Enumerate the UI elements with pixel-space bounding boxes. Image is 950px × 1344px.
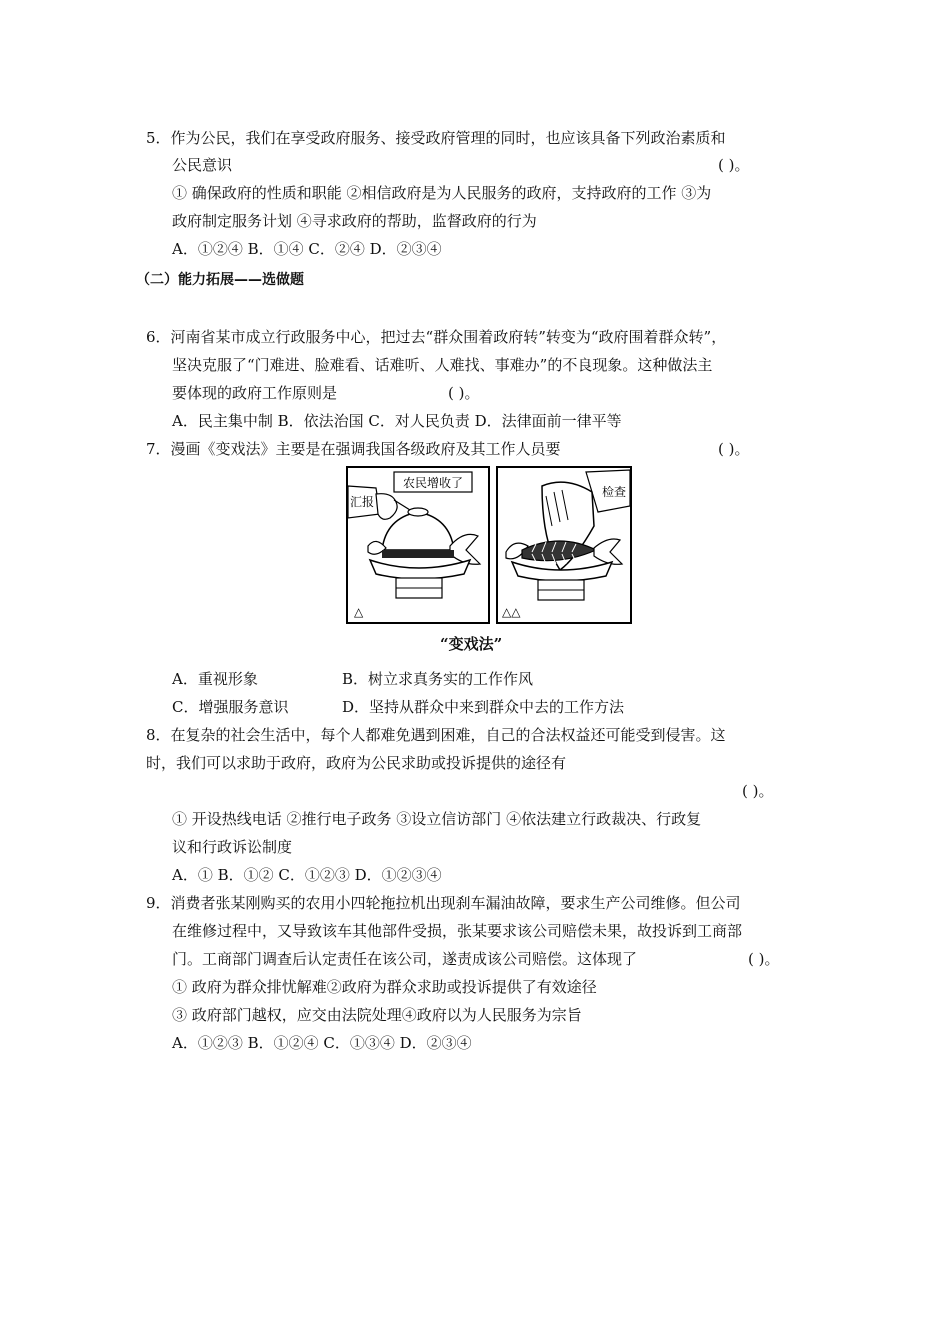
cover-knob [408, 508, 428, 516]
q6-options: A．民主集中制 B．依法治国 C．对人民负责 D．法律面前一律平等 [172, 412, 622, 430]
q9-line-4: ① 政府为群众排忧解难②政府为群众求助或投诉提供了有效途径 [172, 978, 597, 996]
left-sleeve-tag: 汇报 [350, 495, 375, 509]
q7-answer-paren: ( )。 [718, 440, 750, 458]
q9-answer-paren: ( )。 [748, 950, 780, 968]
q7-option-c: C．增强服务意识 [172, 698, 289, 716]
section-heading: （二）能力拓展——选做题 [136, 272, 304, 288]
q6-line-2: 坚决克服了“门难进、脸难看、话难听、人难找、事难办”的不良现象。这种做法主 [172, 356, 713, 374]
right-panel-mark: △△ [502, 605, 521, 619]
q8-line-1: 8．在复杂的社会生活中，每个人都难免遇到困难，自己的合法权益还可能受到侵害。这 [146, 726, 726, 744]
q9-line-5: ③ 政府部门越权，应交由法院处理④政府以为人民服务为宗旨 [172, 1006, 582, 1024]
q9-line-1: 9．消费者张某刚购买的农用小四轮拖拉机出现刹车漏油故障，要求生产公司维修。但公司 [146, 894, 741, 912]
q6-answer-paren: ( )。 [448, 384, 480, 402]
q5-line-1: 5．作为公民，我们在享受政府服务、接受政府管理的同时，也应该具备下列政治素质和 [146, 129, 726, 147]
q8-line-2: 时，我们可以求助于政府，政府为公民求助或投诉提供的途径有 [146, 754, 567, 772]
q8-answer-paren: ( )。 [742, 782, 774, 800]
right-sleeve-tag: 检查 [602, 485, 627, 499]
cartoon-illustration [346, 466, 632, 626]
q5-answer-paren: ( )。 [718, 156, 750, 174]
q9-line-3: 门。工商部门调查后认定责任在该公司，遂责成该公司赔偿。这体现了 [172, 950, 638, 968]
cartoon-caption: “变戏法” [440, 635, 503, 653]
q8-line-4: 议和行政诉讼制度 [172, 838, 293, 856]
q5-line-3: ① 确保政府的性质和职能 ②相信政府是为人民服务的政府，支持政府的工作 ③为 [172, 184, 712, 202]
q5-line-4: 政府制定服务计划 ④寻求政府的帮助，监督政府的行为 [172, 212, 537, 230]
q6-line-1: 6．河南省某市成立行政服务中心，把过去“群众围着政府转”转变为“政府围着群众转”， [146, 328, 727, 346]
q9-line-2: 在维修过程中，又导致该车其他部件受损，张某要求该公司赔偿未果，故投诉到工商部 [172, 922, 743, 940]
q7-option-b: B．树立求真务实的工作作风 [342, 670, 534, 688]
q6-line-3: 要体现的政府工作原则是 [172, 384, 338, 402]
q8-options: A．① B．①② C．①②③ D．①②③④ [172, 866, 442, 884]
q7-option-d: D．坚持从群众中来到群众中去的工作方法 [342, 698, 625, 716]
fish-body-stripe [382, 550, 454, 558]
q5-line-2: 公民意识 [172, 156, 233, 174]
q5-options: A．①②④ B．①④ C．②④ D．②③④ [172, 240, 442, 258]
left-panel-mark: △ [354, 605, 364, 619]
q9-options: A．①②③ B．①②④ C．①③④ D．②③④ [172, 1034, 472, 1052]
q7-option-a: A．重视形象 [172, 670, 258, 688]
q7-line-1: 7．漫画《变戏法》主要是在强调我国各级政府及其工作人员要 [146, 440, 561, 458]
q8-line-3: ① 开设热线电话 ②推行电子政务 ③设立信访部门 ④依法建立行政裁决、行政复 [172, 810, 702, 828]
speech-bubble-text: 农民增收了 [402, 476, 464, 490]
